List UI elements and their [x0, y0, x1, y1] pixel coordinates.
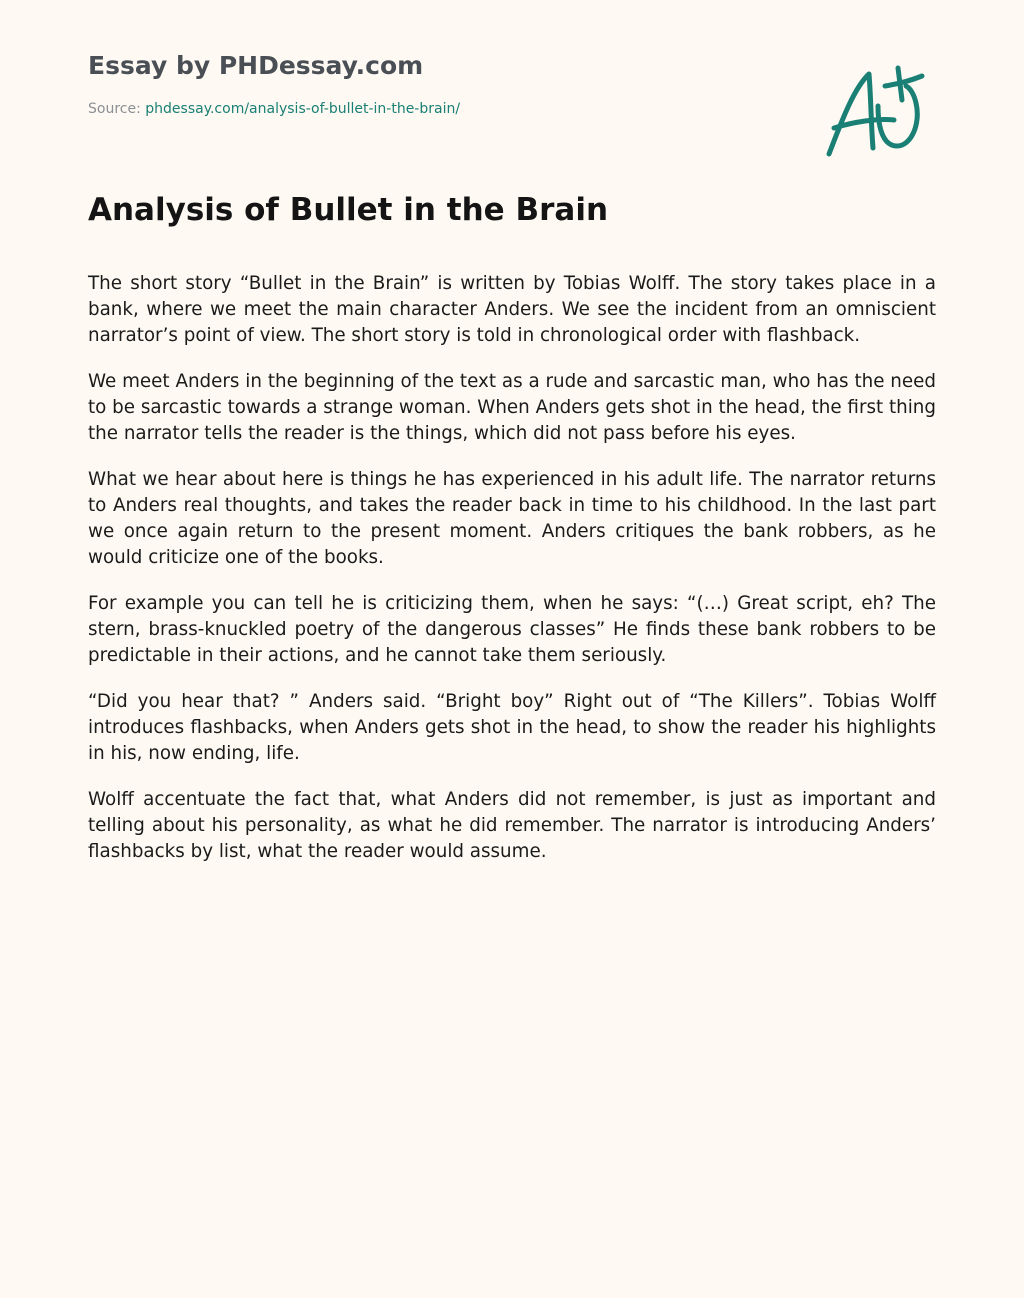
header: [88, 46, 788, 118]
paragraph: We meet Anders in the beginning of the text as a rude and sarcastic man, who has the need to be sarcastic towards a strange woman. When Anders gets shot in the head, the first thing the narrator tells the reader is the things, which did not pass before his eyes.: [88, 371, 936, 444]
source-label: Source:: [88, 101, 146, 117]
paragraph: What we hear about here is things he has experienced in his adult life. The narrator returns to Anders real thoughts, and takes the reader back in time to his childhood. In the last part we once again return to the present moment. Anders critiques the bank robbers, as he would criticize one of the books.: [88, 469, 936, 568]
brand-title: Essay by PHDessay.com: [88, 51, 424, 80]
paragraph: Wolff accentuate the fact that, what Anders did not remember, is just as important and telling about his personality, as what he did remember. The narrator is introducing Anders’ flashbacks by list, what the reader would assume.: [88, 789, 936, 862]
essay-body: [88, 271, 936, 885]
source-line: [88, 100, 788, 118]
paragraph: For example you can tell he is criticizing them, when he says: “(…) Great script, eh? The stern, brass-knuckled poetry of the dangerous classes” He finds these bank robbers to be predictable in their actions, and he cannot take them seriously.: [88, 593, 936, 666]
page-title: Analysis of Bullet in the Brain: [88, 192, 609, 228]
source-link[interactable]: phdessay.com/analysis-of-bullet-in-the-brain/: [145, 101, 461, 117]
paragraph: “Did you hear that? ” Anders said. “Bright boy” Right out of “The Killers”. Tobias Wolff introduces flashbacks, when Anders gets shot in the head, to show the reader his highlights in his, now ending, life.: [88, 691, 936, 764]
paragraph: The short story “Bullet in the Brain” is written by Tobias Wolff. The story takes place in a bank, where we meet the main character Anders. We see the incident from an omniscient narrator’s point of view. The short story is told in chronological order with flashback.: [88, 273, 936, 346]
a-plus-logo-icon: [818, 58, 936, 164]
